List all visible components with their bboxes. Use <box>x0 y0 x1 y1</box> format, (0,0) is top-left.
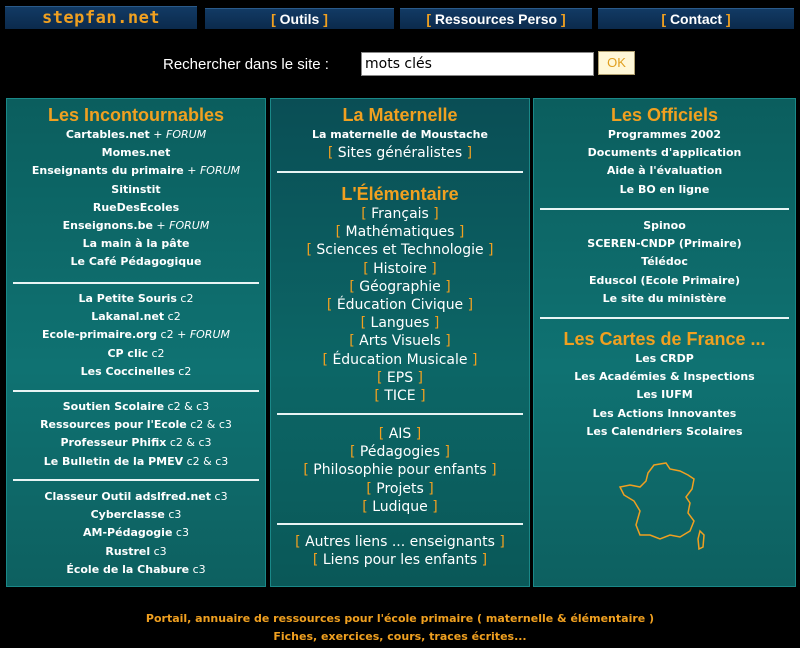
section-partenaires <box>534 217 795 308</box>
level-tag: c2 & c3 <box>166 436 212 450</box>
nav-ressources-perso[interactable]: [ Ressources Perso ] <box>400 8 592 29</box>
link-name: La Petite Souris <box>78 292 177 305</box>
link-label: Liens pour les enfants <box>322 552 478 569</box>
bracket-link[interactable] <box>271 223 529 241</box>
bracket-link[interactable] <box>271 278 529 296</box>
link-item[interactable]: Le BO en ligne <box>619 182 710 196</box>
bracket: [ <box>326 297 337 314</box>
link-item[interactable] <box>7 144 265 162</box>
link-name: Ressources pour l'Ecole <box>40 418 187 432</box>
link-label: Langues <box>370 315 430 332</box>
bracket: [ <box>335 224 346 241</box>
link-item[interactable]: Documents d'application <box>587 146 742 160</box>
left-column <box>6 98 266 587</box>
link-item[interactable]: Spinoo <box>643 219 686 232</box>
link-item[interactable] <box>7 524 265 542</box>
divider <box>277 523 523 525</box>
link-item[interactable] <box>7 488 265 506</box>
bracket: [ <box>366 480 377 497</box>
link-item[interactable] <box>7 235 265 253</box>
bracket: ] <box>411 426 422 442</box>
bracket: [ <box>360 315 371 332</box>
level-tag: c2 & c3 <box>186 418 232 432</box>
link-label: Géographie <box>359 278 441 295</box>
link-name: CP clic <box>107 346 148 360</box>
link-label: EPS <box>386 369 414 386</box>
bracket-link[interactable] <box>271 387 529 405</box>
link-label: TICE <box>384 388 416 405</box>
section-group-c2c3 <box>7 398 265 471</box>
bracket: [ <box>363 260 374 277</box>
bracket: ] <box>440 278 451 295</box>
link-name: Le Bulletin de la PMEV <box>43 454 184 468</box>
bracket: ] <box>463 297 474 314</box>
section-title-incontournables: Les Incontournables <box>47 105 225 125</box>
bracket-link[interactable] <box>271 443 529 461</box>
link-label: Français <box>371 206 429 222</box>
section-ais-pedagogies <box>271 425 529 516</box>
link-item[interactable] <box>7 561 265 579</box>
link-sites-generalistes[interactable]: [ Sites généralistes ] <box>327 145 473 162</box>
france-map-icon[interactable] <box>614 459 714 559</box>
footer <box>0 610 800 646</box>
level-tag: c3 <box>150 544 167 558</box>
footer-line-2: Fiches, exercices, cours, traces écrites... <box>273 630 527 643</box>
section-group-c2 <box>7 290 265 381</box>
link-maternelle-moustache[interactable]: La maternelle de Moustache <box>312 128 488 141</box>
level-tag: c3 <box>172 526 189 540</box>
bracket-link[interactable] <box>271 498 529 516</box>
bracket-link[interactable] <box>271 260 529 278</box>
bracket: [ <box>295 534 306 550</box>
link-item[interactable] <box>7 326 265 344</box>
link-name: Cartables.net <box>65 128 150 141</box>
level-tag: c2 <box>164 310 181 324</box>
bracket-link[interactable] <box>271 551 529 569</box>
divider <box>540 208 789 210</box>
middle-column <box>270 98 530 587</box>
section-cartes-de-france <box>534 328 795 441</box>
link-name: Sitinstit <box>111 182 161 196</box>
link-item[interactable] <box>7 506 265 524</box>
link-name: Lakanal.net <box>91 310 165 324</box>
search-input[interactable] <box>361 52 594 76</box>
link-name: Cyberclasse <box>90 508 165 522</box>
link-item[interactable]: Programmes 2002 <box>607 128 722 141</box>
link-item[interactable] <box>7 308 265 326</box>
divider <box>277 171 523 173</box>
bracket: [ <box>306 242 317 259</box>
bracket: ] <box>467 351 478 368</box>
bracket: ] <box>483 242 494 259</box>
link-name: Ecole-primaire.org <box>42 328 158 342</box>
site-logo[interactable]: stepfan.net <box>5 6 197 29</box>
bracket: ] <box>413 369 424 386</box>
link-name: RueDesEcoles <box>92 200 180 214</box>
level-tag: c3 <box>189 562 206 576</box>
bracket: ] <box>494 534 505 550</box>
link-item[interactable]: SCEREN-CNDP (Primaire) <box>587 237 742 251</box>
link-name: Momes.net <box>101 146 171 160</box>
link-name: Classeur Outil adslfred.net <box>44 490 212 503</box>
section-elementaire <box>271 183 529 405</box>
link-item[interactable]: Les Calendriers Scolaires <box>586 424 743 438</box>
bracket: [ <box>374 388 385 405</box>
bracket: ] <box>440 333 451 350</box>
forum-tag: FORUM <box>169 219 210 233</box>
forum-tag: FORUM <box>166 128 207 141</box>
section-maternelle <box>271 104 529 162</box>
link-label: Éducation Civique <box>336 297 464 314</box>
search-label: Rechercher dans le site : <box>163 56 329 73</box>
forum-tag: FORUM <box>189 328 230 342</box>
link-item[interactable]: Le site du ministère <box>602 291 727 305</box>
section-officiels <box>534 104 795 199</box>
level-tag: c2 & c3 <box>164 400 210 413</box>
bracket: ] <box>486 462 497 479</box>
link-item[interactable] <box>7 398 265 416</box>
link-item[interactable] <box>7 434 265 452</box>
divider <box>13 390 259 392</box>
bracket: ] <box>454 224 465 241</box>
divider <box>540 317 789 319</box>
link-label: Pédagogies <box>359 444 441 461</box>
link-name: Rustrel <box>105 544 151 558</box>
level-tag: c2 + <box>157 328 190 342</box>
link-item[interactable] <box>7 217 265 235</box>
bracket: [ <box>322 351 333 368</box>
link-item[interactable] <box>7 453 265 471</box>
top-navigation <box>0 0 800 31</box>
search-ok-button[interactable]: OK <box>598 51 635 75</box>
bracket: [ <box>303 462 314 479</box>
link-item[interactable]: Aide à l'évaluation <box>606 164 723 178</box>
bracket: [ <box>349 278 360 295</box>
bracket: [ <box>362 498 373 515</box>
level-tag: c2 <box>176 292 194 305</box>
bracket-link[interactable] <box>271 296 529 314</box>
divider <box>13 282 259 284</box>
link-label: Ludique <box>372 498 428 515</box>
section-title-maternelle: La Maternelle <box>342 105 458 125</box>
link-name: Professeur Phifix <box>60 436 167 450</box>
bracket-link[interactable] <box>271 425 529 443</box>
bracket: [ <box>349 333 360 350</box>
link-item[interactable]: Eduscol (Ecole Primaire) <box>589 273 740 287</box>
divider <box>277 413 523 415</box>
link-label: Mathématiques <box>345 224 455 241</box>
link-item[interactable] <box>7 363 265 381</box>
level-tag: c2 <box>148 346 165 360</box>
link-label: Histoire <box>373 260 427 277</box>
bracket: ] <box>429 315 440 332</box>
bracket-link[interactable] <box>271 480 529 498</box>
bracket: ] <box>427 498 438 515</box>
link-name: École de la Chabure <box>66 562 190 576</box>
link-label: Philosophie pour enfants <box>313 462 487 479</box>
section-incontournables <box>7 104 265 272</box>
link-item[interactable] <box>7 253 265 271</box>
level-tag: c3 <box>164 508 182 522</box>
bracket-link[interactable] <box>271 461 529 479</box>
bracket-link[interactable] <box>271 241 529 259</box>
link-item[interactable] <box>7 543 265 561</box>
level-tag: c2 & c3 <box>183 454 229 468</box>
section-group-c3 <box>7 488 265 579</box>
link-item[interactable] <box>7 345 265 363</box>
bracket: [ <box>312 552 323 569</box>
level-tag: c2 <box>174 364 192 378</box>
bracket-link[interactable] <box>271 314 529 332</box>
bracket: [ <box>361 206 372 222</box>
bracket: ] <box>415 388 426 405</box>
bracket: ] <box>477 552 488 569</box>
bracket-link[interactable] <box>271 533 529 551</box>
divider <box>13 479 259 481</box>
link-item[interactable]: Les IUFM <box>636 388 693 402</box>
section-autres-liens <box>271 533 529 569</box>
bracket-link[interactable] <box>271 369 529 387</box>
search-bar <box>0 52 800 76</box>
plus: + <box>152 219 170 233</box>
link-item[interactable]: Les Académies & Inspections <box>574 370 755 384</box>
forum-tag: FORUM <box>199 164 241 178</box>
bracket: [ <box>376 369 387 386</box>
nav-contact[interactable]: [ Contact ] <box>598 8 794 29</box>
link-item[interactable]: Les Actions Innovantes <box>592 406 737 420</box>
bracket: [ <box>349 444 360 461</box>
bracket-link[interactable] <box>271 332 529 350</box>
bracket: ] <box>423 480 434 497</box>
link-item[interactable] <box>7 290 265 308</box>
plus: + <box>183 164 200 178</box>
bracket: ] <box>428 206 439 222</box>
link-name: Soutien Scolaire <box>62 400 165 413</box>
link-item[interactable] <box>7 126 265 144</box>
link-item[interactable] <box>7 162 265 180</box>
link-name: AM-Pédagogie <box>83 526 173 540</box>
bracket: ] <box>440 444 450 461</box>
link-name: La main à la pâte <box>82 237 190 251</box>
link-label: Sciences et Technologie <box>316 242 484 259</box>
link-label: Autres liens ... enseignants <box>305 534 495 550</box>
link-item[interactable] <box>7 416 265 434</box>
bracket-link[interactable] <box>271 205 529 223</box>
nav-outils[interactable]: [ Outils ] <box>205 8 394 29</box>
section-title-cartes: Les Cartes de France ... <box>563 329 766 349</box>
bracket: [ <box>378 426 389 442</box>
link-label: Projets <box>376 480 424 497</box>
right-column <box>533 98 796 587</box>
bracket: ] <box>426 260 437 277</box>
link-label: Éducation Musicale <box>332 351 468 368</box>
link-name: Les Coccinelles <box>80 364 175 378</box>
bracket-link[interactable] <box>271 351 529 369</box>
footer-line-1: Portail, annuaire de ressources pour l'école primaire ( maternelle & élémentaire ) <box>145 612 655 625</box>
link-label: AIS <box>388 426 412 442</box>
link-item[interactable] <box>7 199 265 217</box>
link-item[interactable]: Télédoc <box>641 255 688 269</box>
link-name: Enseignons.be <box>62 219 153 233</box>
link-name: Le Café Pédagogique <box>70 255 202 269</box>
link-label: Arts Visuels <box>359 333 441 350</box>
section-title-elementaire: L'Élémentaire <box>341 184 459 204</box>
section-title-officiels: Les Officiels <box>610 105 719 125</box>
link-name: Enseignants du primaire <box>31 164 184 178</box>
link-item[interactable] <box>7 181 265 199</box>
link-item[interactable]: Les CRDP <box>635 352 694 365</box>
plus: + <box>149 128 167 141</box>
level-tag: c3 <box>211 490 228 503</box>
